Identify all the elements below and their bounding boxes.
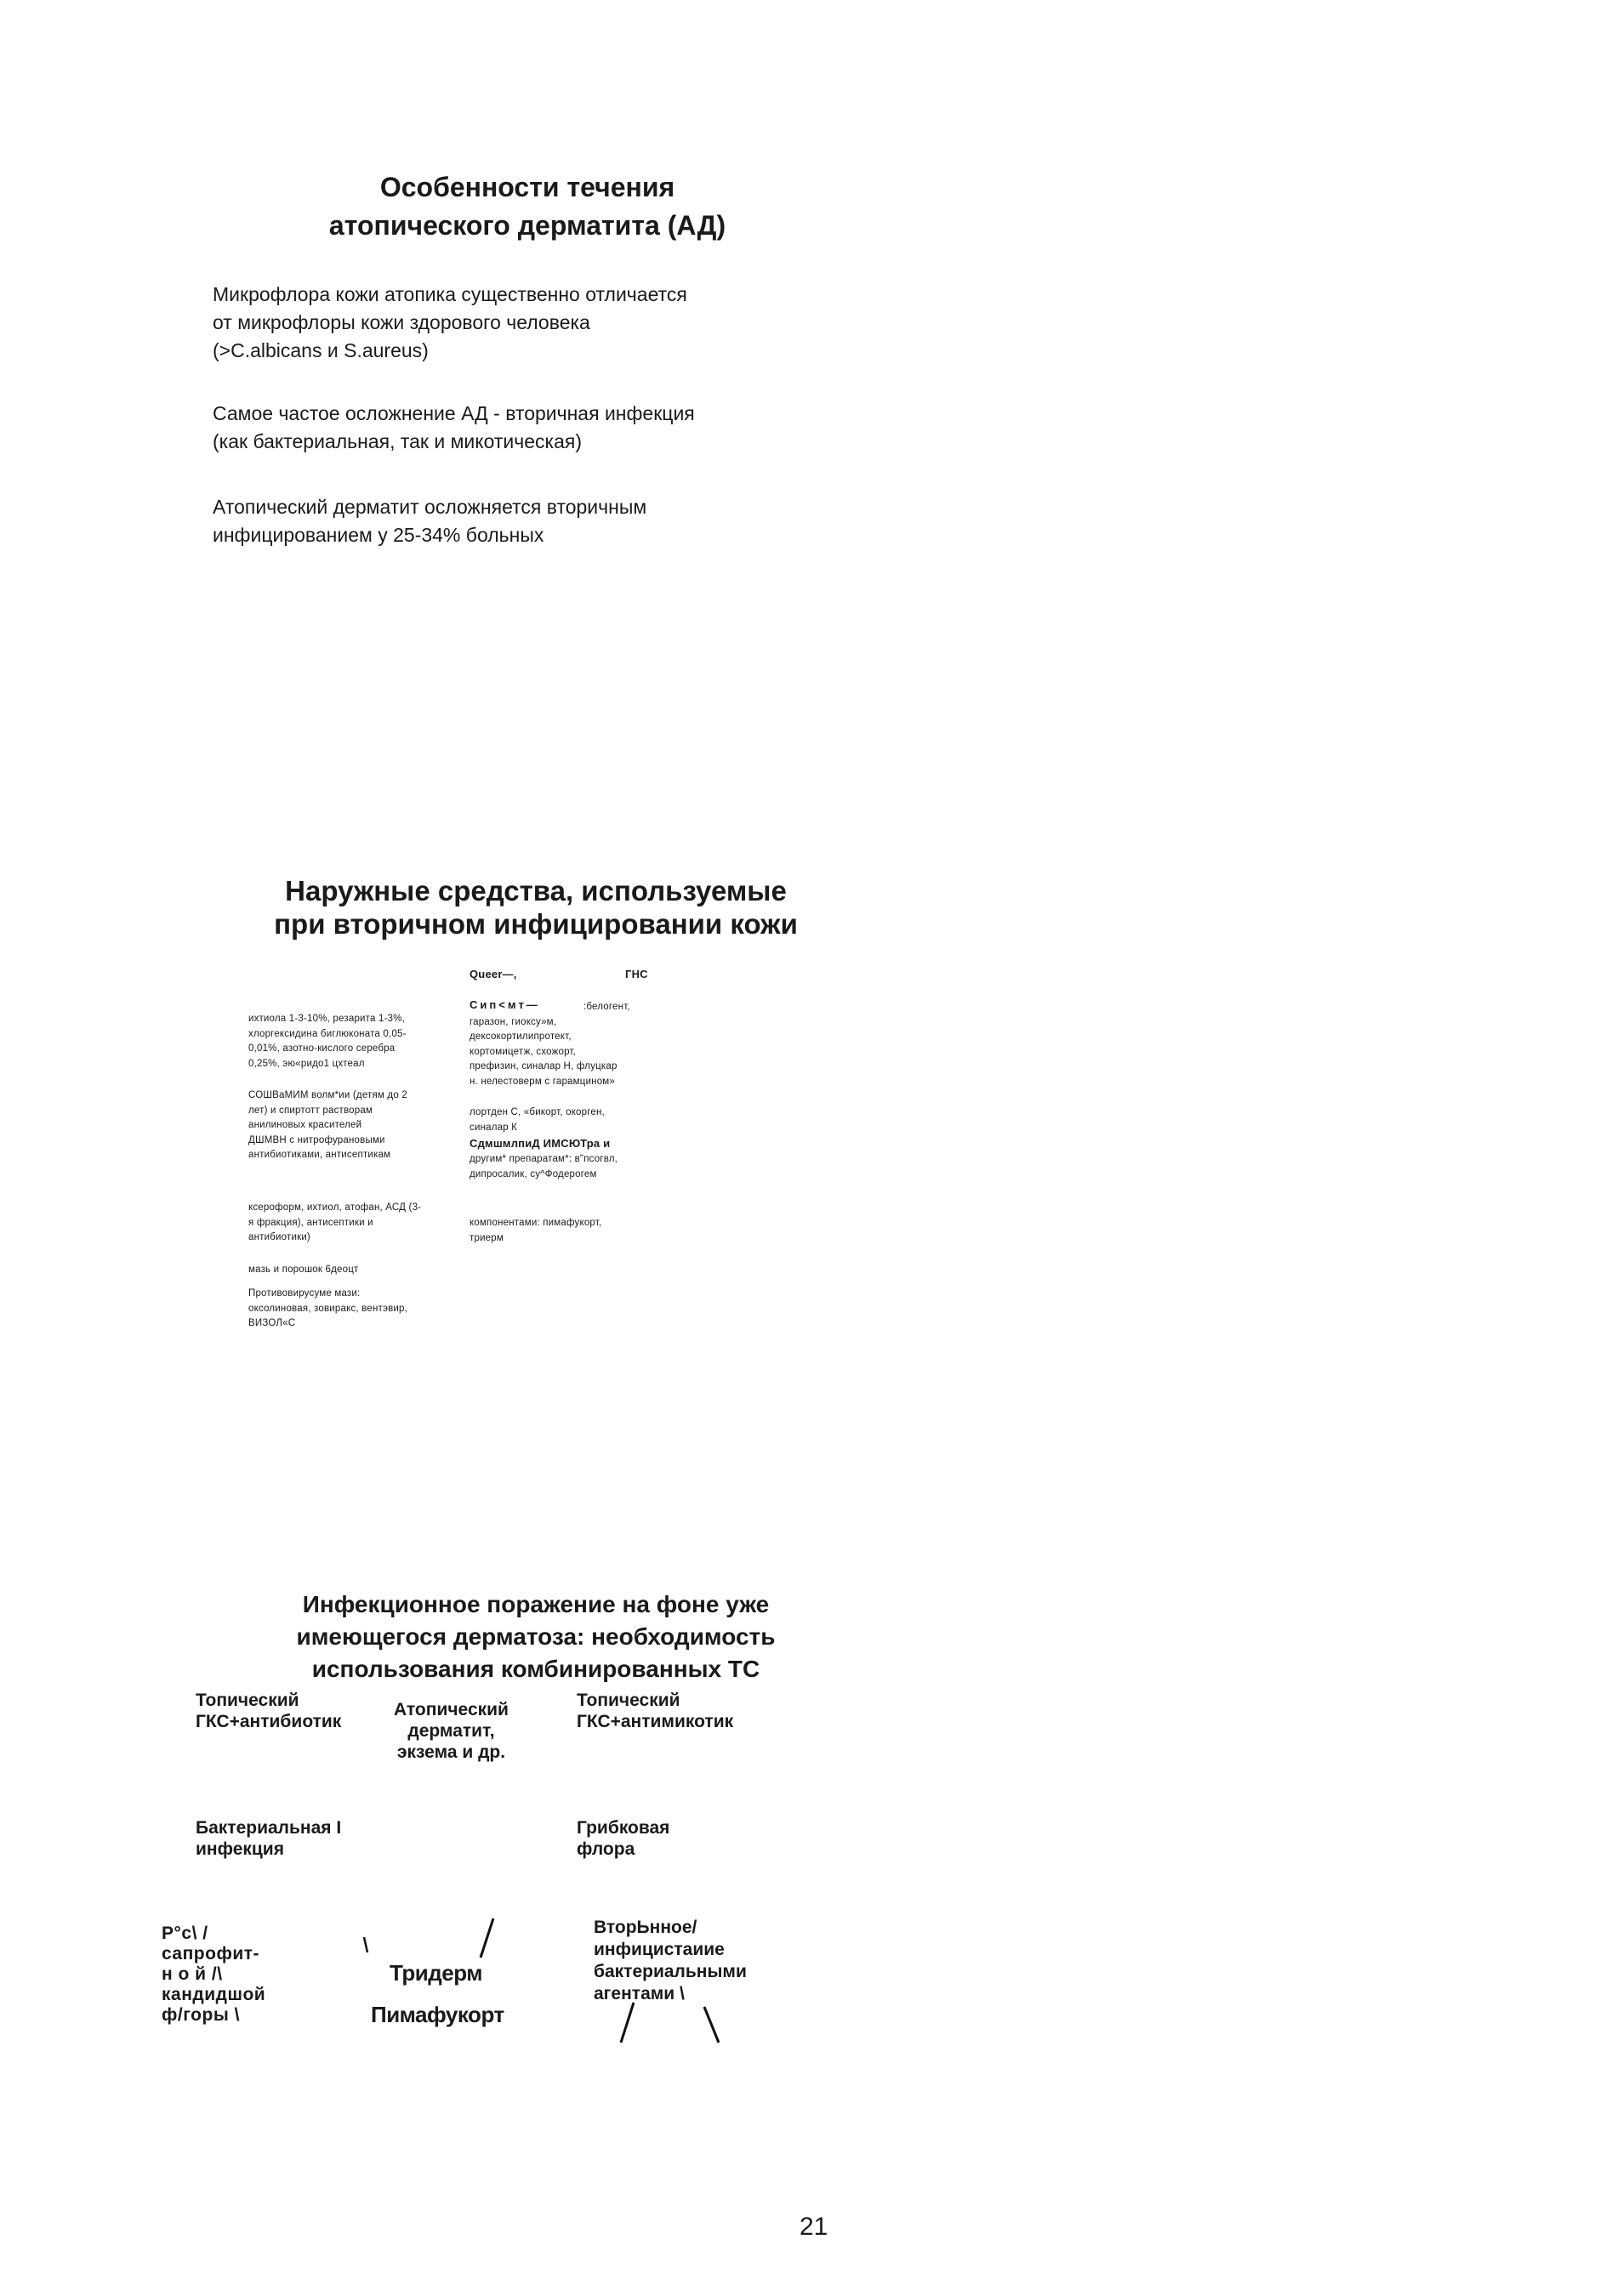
- section1-paragraph-3: Атопический дерматит осложняется вторичным инфицированием у 25-34% больных: [213, 496, 647, 546]
- stroke-center: [481, 1918, 493, 1958]
- label-bacterial-infection: Бактериальная I инфекция: [196, 1818, 342, 1859]
- right-heading: Сип<мт—: [470, 998, 540, 1011]
- right-block-5: компонентами: пимафукорт, триерм: [470, 1218, 602, 1243]
- label-secondary-infection: ВторЬнное/ инфицистаиие бактериальными агентами \: [594, 1918, 747, 2003]
- table-header-right: ГНС: [625, 968, 648, 980]
- left-block-3: ксероформ, ихтиол, атофан, АСД (3- я фракция), антисептики и антибиотики): [248, 1202, 422, 1242]
- label-saprophytic-candida: Р°с\ / сапрофит- н о й /\ кандидшой ф/горы \: [162, 1924, 266, 2025]
- right-block-1: :белогент, гаразон, гиоксу»м, дексокортилипротект, кортомицетж, схожорт, префизин, синалар Н, флуцкар н. нелестоверм с гарамцином»: [470, 1002, 630, 1087]
- section1-paragraph-2: Самое частое осложнение АД - вторичная инфекция (как бактериальная, так и микотическая): [213, 402, 695, 452]
- stroke-right-1: [621, 2003, 634, 2043]
- left-block-5: Противовирусуме мази: оксолиновая, зовиракс, вентэвир, ВИЗОЛ«С: [248, 1288, 408, 1328]
- page-number: 21: [800, 2213, 828, 2241]
- drug-triderm: Тридерм: [390, 1960, 482, 1986]
- section1-paragraph-1: Микрофлора кожи атопика существенно отличается от микрофлоры кожи здорового человека (>C.albicans и S.aureus): [213, 283, 687, 361]
- drug-pimafucort: Пимафукорт: [371, 2002, 504, 2027]
- label-atopic-dermatitis: Атопический дерматит, экзема и др.: [394, 1700, 509, 1762]
- right-block-2: лортден С, «бикорт, окорген, синалар К: [470, 1107, 605, 1133]
- right-block-4: другим* препаратам*: в"псогвл, дипросалик, су^Фодерогем: [470, 1154, 618, 1179]
- label-fungal-flora: Грибковая флора: [577, 1818, 670, 1859]
- label-gks-antibiotic: Топический ГКС+антибиотик: [196, 1691, 342, 1731]
- label-gks-antimycotic: Топический ГКС+антимикотик: [577, 1691, 734, 1731]
- section1-title: Особенности течения атопического дерматита (АД): [328, 172, 726, 241]
- section3-title: Инфекционное поражение на фоне уже имеющегося дерматоза: необходимость использования комбинированных ТС: [296, 1591, 776, 1682]
- left-block-1: ихтиола 1-3-10%, резарита 1-3%, хлоргексидина биглюконата 0,05- 0,01%, азотно-кислого серебра 0,25%, эю«ридо1 цхтеал: [248, 1014, 407, 1069]
- table-header-left: Queer—,: [470, 968, 517, 980]
- right-block-3: СдмшмлпиД ИМСЮТра и: [470, 1137, 611, 1150]
- stroke-right-2: [704, 2007, 719, 2043]
- section2-title: Наружные средства, используемые при вторичном инфицировании кожи: [274, 875, 798, 940]
- left-block-4: мазь и порошок 6деоцт: [248, 1265, 359, 1275]
- left-block-2: СОШВаМИМ волм*ии (детям до 2 лет) и спиртотт растворам анилиновых красителей ДШМВН с нитрофурановыми антибиотиками, антисептикам: [248, 1090, 407, 1160]
- stroke-left: [364, 1937, 367, 1952]
